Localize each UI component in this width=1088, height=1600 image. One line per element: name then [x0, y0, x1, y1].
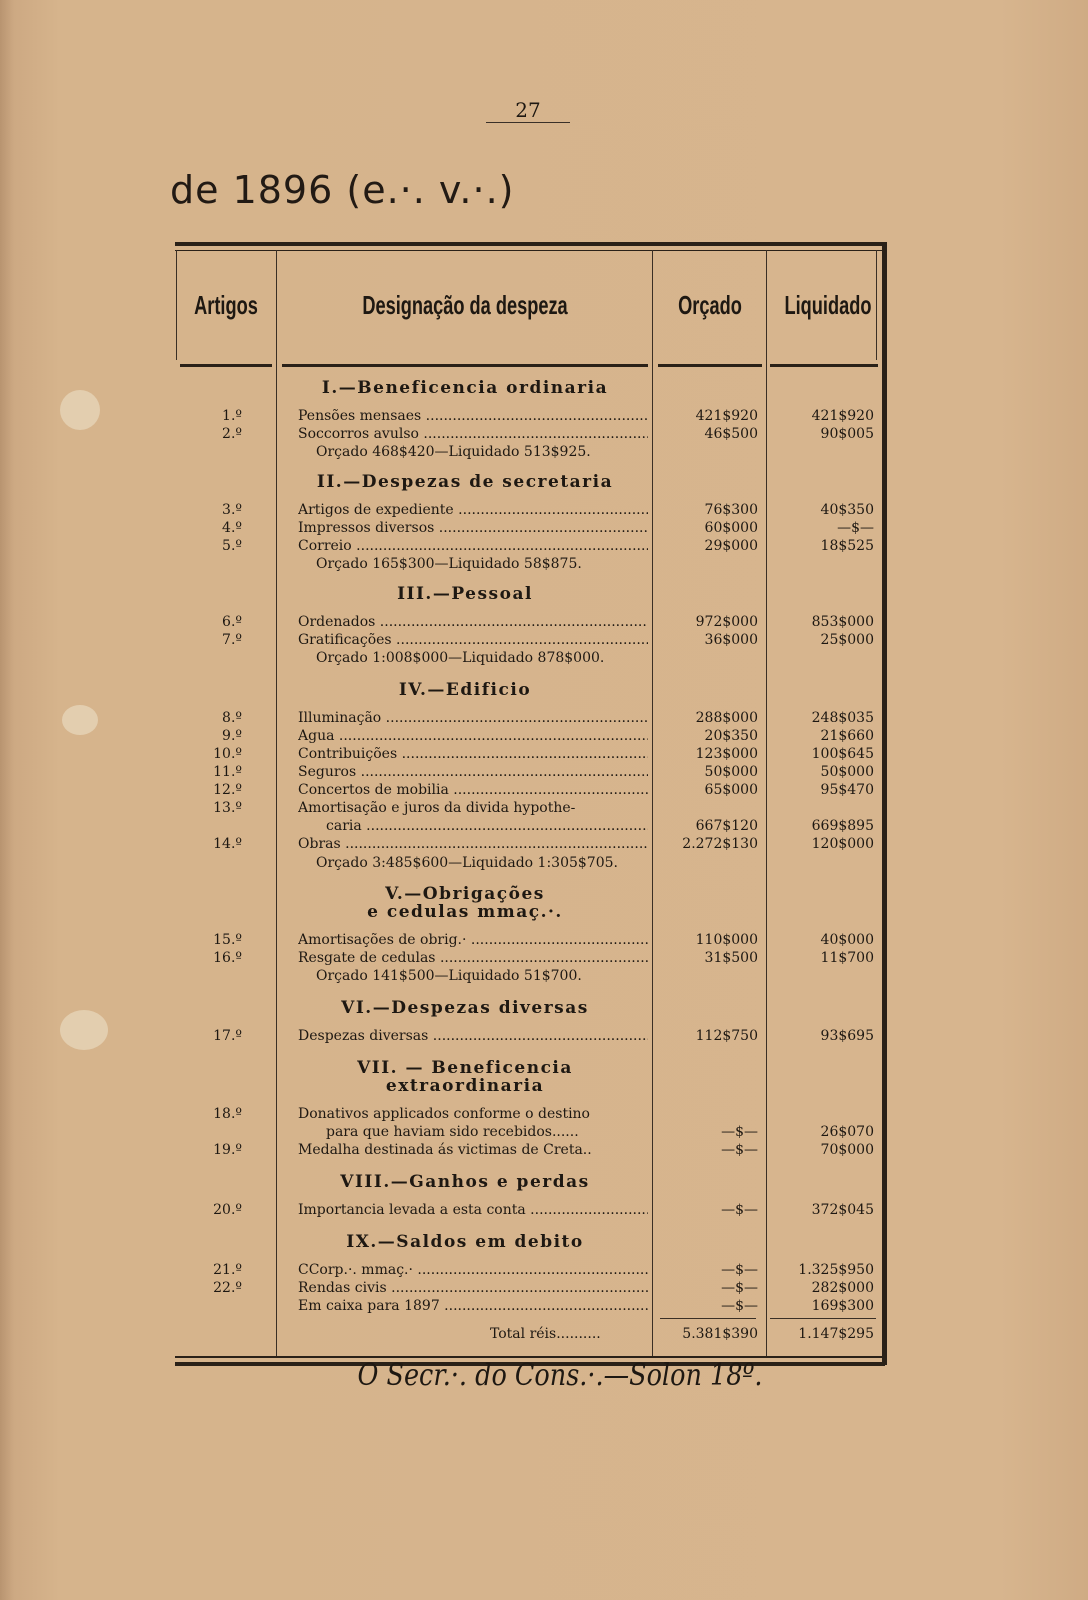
amount-liquidado: 853$000	[811, 614, 874, 630]
amount-liquidado: —$—	[837, 520, 874, 536]
row-number: 21.º	[213, 1262, 242, 1278]
table-right-rule	[882, 242, 887, 1365]
header-underline	[658, 364, 762, 367]
amount-liquidado: 70$000	[820, 1142, 874, 1158]
column-divider	[276, 250, 277, 1356]
row-description: Concertos de mobilia .....	[298, 782, 648, 798]
column-header-orcado: Orçado	[678, 290, 742, 320]
row-number: 4.º	[222, 520, 242, 536]
row-number: 22.º	[213, 1280, 242, 1296]
row-description: Amortisação e juros da divida hypothe-	[298, 800, 576, 816]
row-number: 5.º	[222, 538, 242, 554]
section-title: IV.—Edificio	[398, 680, 532, 700]
amount-orcado: —$—	[721, 1262, 758, 1278]
row-number: 18.º	[213, 1106, 242, 1122]
section-subtotal: Orçado 468$420—Liquidado 513$925.	[316, 444, 591, 460]
row-description: CCorp.·. mmaç.· .....	[298, 1262, 648, 1278]
row-number: 15.º	[213, 932, 242, 948]
row-description: Importancia levada a esta conta .....	[298, 1202, 648, 1218]
section-title: II.—Despezas de secretaria	[316, 472, 614, 492]
header-underline	[180, 364, 272, 367]
row-description: Resgate de cedulas .....	[298, 950, 648, 966]
row-description: Donativos applicados conforme o destino	[298, 1106, 590, 1122]
column-header-designacao: Designação da despeza	[362, 290, 568, 320]
amount-orcado: 972$000	[695, 614, 758, 630]
row-description-continued: para que haviam sido recebidos......	[326, 1124, 579, 1140]
signature-line: O Secr.·. do Cons.·.—Solon 18º.	[357, 1358, 763, 1393]
section-subtotal: Orçado 1:008$000—Liquidado 878$000.	[316, 650, 605, 666]
amount-liquidado: 18$525	[820, 538, 874, 554]
row-number: 10.º	[213, 746, 242, 762]
column-divider	[876, 250, 877, 360]
total-rule	[770, 1318, 876, 1319]
row-number: 7.º	[222, 632, 242, 648]
amount-liquidado: 26$070	[820, 1124, 874, 1140]
amount-liquidado: 282$000	[811, 1280, 874, 1296]
paper-hole	[60, 1010, 108, 1050]
amount-liquidado: 421$920	[811, 408, 874, 424]
row-description: Soccorros avulso .....	[298, 426, 648, 442]
row-number: 8.º	[222, 710, 242, 726]
row-description: Seguros .....	[298, 764, 648, 780]
column-divider	[176, 250, 177, 360]
row-number: 2.º	[222, 426, 242, 442]
amount-liquidado: 90$005	[820, 426, 874, 442]
amount-orcado: —$—	[721, 1124, 758, 1140]
row-description: Ordenados .....	[298, 614, 648, 630]
amount-liquidado: 95$470	[820, 782, 874, 798]
amount-orcado: —$—	[721, 1298, 758, 1314]
column-divider	[652, 250, 653, 1356]
amount-liquidado: 100$645	[811, 746, 874, 762]
row-description: Agua .....	[298, 728, 648, 744]
total-label: Total réis..........	[490, 1326, 601, 1342]
row-number: 14.º	[213, 836, 242, 852]
amount-liquidado: 50$000	[820, 764, 874, 780]
row-description: Rendas civis .....	[298, 1280, 648, 1296]
section-subtotal: Orçado 3:485$600—Liquidado 1:305$705.	[316, 855, 618, 871]
section-title: III.—Pessoal	[397, 584, 533, 604]
amount-orcado: 421$920	[695, 408, 758, 424]
total-rule	[660, 1318, 756, 1319]
row-number: 16.º	[213, 950, 242, 966]
amount-orcado: 110$000	[695, 932, 758, 948]
paper-hole	[62, 705, 98, 735]
row-description: Despezas diversas .....	[298, 1028, 648, 1044]
column-header-liquidado: Liquidado	[784, 290, 872, 320]
row-number: 11.º	[213, 764, 242, 780]
amount-orcado: 288$000	[695, 710, 758, 726]
row-number: 19.º	[213, 1142, 242, 1158]
header-underline	[770, 364, 878, 367]
page-number: 27	[486, 98, 570, 123]
section-title: I.—Beneficencia ordinaria	[321, 378, 609, 398]
paper-hole	[60, 390, 100, 430]
amount-orcado: 36$000	[704, 632, 758, 648]
amount-orcado: 31$500	[704, 950, 758, 966]
row-number: 1.º	[222, 408, 242, 424]
amount-liquidado: 93$695	[820, 1028, 874, 1044]
table-top-rule	[175, 250, 885, 251]
row-number: 12.º	[213, 782, 242, 798]
section-title-continued: extraordinaria	[385, 1076, 545, 1096]
amount-orcado: —$—	[721, 1202, 758, 1218]
amount-liquidado: 372$045	[811, 1202, 874, 1218]
row-number: 20.º	[213, 1202, 242, 1218]
row-number: 13.º	[213, 800, 242, 816]
amount-orcado: 65$000	[704, 782, 758, 798]
total-liquidado: 1.147$295	[798, 1326, 874, 1342]
amount-liquidado: 120$000	[811, 836, 874, 852]
amount-liquidado: 40$000	[820, 932, 874, 948]
row-description: Contribuições .....	[298, 746, 648, 762]
section-title-continued: e cedulas mmaç.·.	[367, 902, 563, 922]
amount-liquidado: 669$895	[811, 818, 874, 834]
amount-orcado: 29$000	[704, 538, 758, 554]
amount-orcado: 60$000	[704, 520, 758, 536]
amount-orcado: 76$300	[704, 502, 758, 518]
row-description: Correio .....	[298, 538, 648, 554]
row-description-continued: caria .....	[326, 818, 648, 834]
row-description: Illuminação .....	[298, 710, 648, 726]
section-title: V.—Obrigações	[385, 884, 545, 904]
amount-orcado: 46$500	[704, 426, 758, 442]
section-title: VI.—Despezas diversas	[341, 998, 589, 1018]
amount-liquidado: 1.325$950	[798, 1262, 874, 1278]
row-description: Pensões mensaes .....	[298, 408, 648, 424]
column-header-artigos: Artigos	[194, 290, 258, 320]
row-description: Gratificações .....	[298, 632, 648, 648]
row-description: Impressos diversos .....	[298, 520, 648, 536]
amount-liquidado: 40$350	[820, 502, 874, 518]
row-number: 6.º	[222, 614, 242, 630]
amount-liquidado: 248$035	[811, 710, 874, 726]
amount-liquidado: 11$700	[820, 950, 874, 966]
amount-orcado: —$—	[721, 1280, 758, 1296]
section-subtotal: Orçado 165$300—Liquidado 58$875.	[316, 556, 582, 572]
row-description: Medalha destinada ás victimas de Creta..	[298, 1142, 592, 1158]
section-title: VIII.—Ganhos e perdas	[340, 1172, 590, 1192]
amount-liquidado: 25$000	[820, 632, 874, 648]
amount-orcado: —$—	[721, 1142, 758, 1158]
section-title: IX.—Saldos em debito	[346, 1232, 584, 1252]
amount-orcado: 667$120	[695, 818, 758, 834]
amount-liquidado: 21$660	[820, 728, 874, 744]
page-heading: de 1896 (e.·. v.·.)	[170, 168, 515, 212]
header-underline	[282, 364, 648, 367]
table-top-rule	[175, 242, 885, 246]
row-number: 17.º	[213, 1028, 242, 1044]
row-description: Artigos de expediente .....	[298, 502, 648, 518]
total-orcado: 5.381$390	[682, 1326, 758, 1342]
amount-orcado: 20$350	[704, 728, 758, 744]
row-number: 3.º	[222, 502, 242, 518]
section-title: VII. — Beneficencia	[357, 1058, 573, 1078]
row-number: 9.º	[222, 728, 242, 744]
amount-orcado: 112$750	[695, 1028, 758, 1044]
section-subtotal: Orçado 141$500—Liquidado 51$700.	[316, 968, 582, 984]
amount-orcado: 50$000	[704, 764, 758, 780]
amount-orcado: 2.272$130	[682, 836, 758, 852]
row-description: Em caixa para 1897 .....	[298, 1298, 648, 1314]
row-description: Obras .....	[298, 836, 648, 852]
amount-orcado: 123$000	[695, 746, 758, 762]
row-description: Amortisações de obrig.· .....	[298, 932, 648, 948]
amount-liquidado: 169$300	[811, 1298, 874, 1314]
